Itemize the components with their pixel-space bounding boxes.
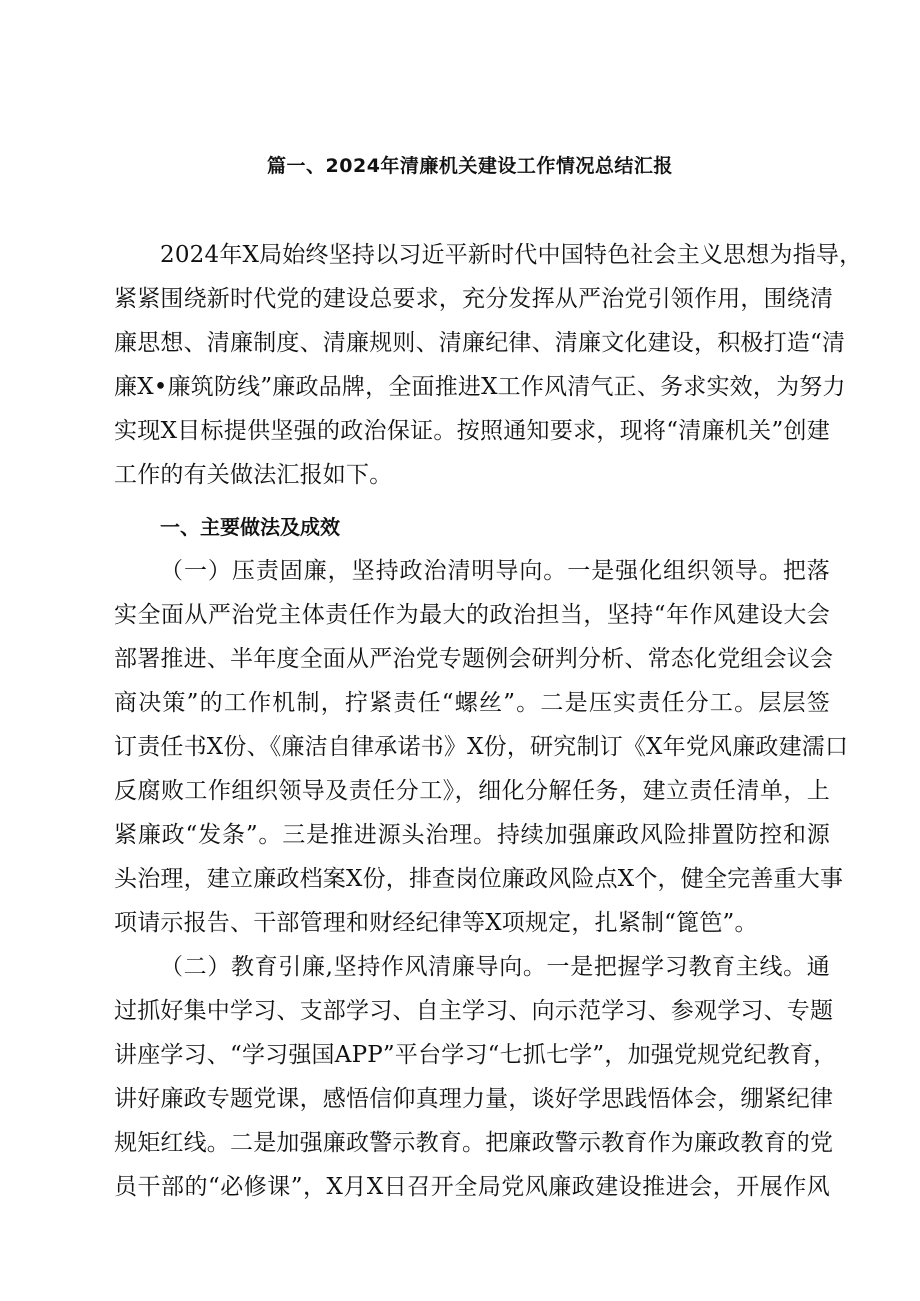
paragraph-1-line: 紧紧围绕新时代党的建设总要求，充分发挥从严治党引领作用，围绕清 [114,286,834,312]
paragraph-1-line: 工作的有关做法汇报如下。 [114,462,393,488]
paragraph-2-line: 实全面从严治党主体责任作为最大的政治担当，坚持“年作风建设大会 [114,602,830,628]
paragraph-3-line: 讲好廉政专题党课，感悟信仰真理力量，谈好学思践悟体会，绷紧纪律 [114,1086,834,1112]
paragraph-3-line: 规矩红线。二是加强廉政警示教育。把廉政警示教育作为廉政教育的党 [114,1130,834,1156]
paragraph-2-line: 反腐败工作组织领导及责任分工》，细化分解任务，建立责任清单，上 [114,778,830,804]
paragraph-1-line: 廉X•廉筑防线”廉政品牌，全面推进X工作风清气正、务求实效，为努力 [114,374,846,400]
paragraph-3-line: 员干部的“必修课”，X月X日召开全局党风廉政建设推进会，开展作风 [114,1174,830,1200]
section-heading: 一、主要做法及成效 [160,515,340,539]
paragraph-3-line: 讲座学习、“学习强国APP”平台学习“七抓七学”，加强党规党纪教育， [114,1042,837,1068]
paragraph-2-line: 项请示报告、干部管理和财经纪律等X项规定，扎紧制“篦笆”。 [114,910,758,936]
paragraph-3-line: 过抓好集中学习、支部学习、自主学习、向示范学习、参观学习、专题 [114,998,834,1024]
paragraph-2-line: 部署推进、半年度全面从严治党专题例会研判分析、常态化党组会议会 [114,646,834,672]
paragraph-3-line: （二）教育引廉,坚持作风清廉导向。一是把握学习教育主线。通 [160,954,830,980]
paragraph-2-line: 商决策”的工作机制，拧紧责任“螺丝”。二是压实责任分工。层层签 [114,690,830,716]
paragraph-1-line: 实现X目标提供坚强的政治保证。按照通知要求，现将“清廉机关”创建 [114,418,830,444]
paragraph-2-line: 紧廉政“发条”。三是推进源头治理。持续加强廉政风险排置防控和源 [114,822,830,848]
document-title: 篇一、2024年清廉机关建设工作情况总结汇报 [267,155,673,177]
paragraph-2-line: （一）压责固廉，坚持政治清明导向。一是强化组织领导。把落 [160,558,830,584]
paragraph-2-line: 头治理，建立廉政档案X份，排查岗位廉政风险点X个，健全完善重大事 [114,866,844,892]
paragraph-1-line: 2024年X局始终坚持以习近平新时代中国特色社会主义思想为指导， [160,242,863,268]
paragraph-1-line: 廉思想、清廉制度、清廉规则、清廉纪律、清廉文化建设，积极打造“清 [114,330,846,356]
paragraph-2-line: 订责任书X份、《廉洁自律承诺书》X份，研究制订《X年党风廉政建濡口 [114,734,849,760]
